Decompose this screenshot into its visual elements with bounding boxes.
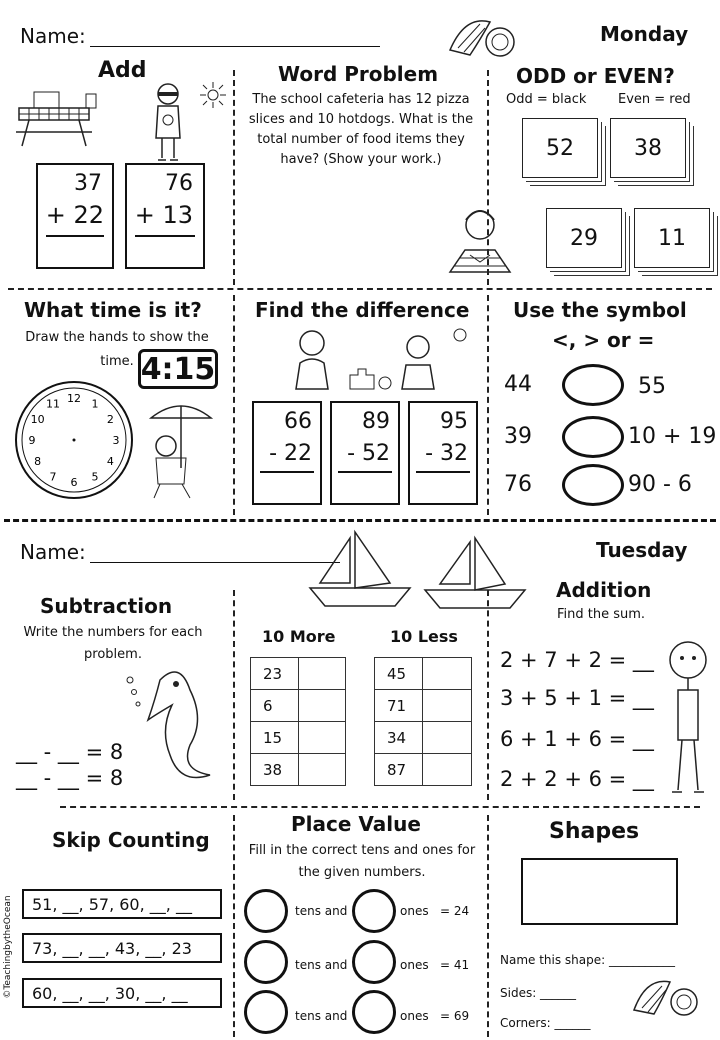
ones-circle[interactable]	[352, 889, 396, 933]
difference-top-number: 66	[284, 409, 312, 434]
addition-equation[interactable]: 3 + 5 + 1 = __	[500, 686, 654, 710]
shapes-title: Shapes	[549, 819, 640, 844]
table-row	[251, 690, 346, 722]
name-label: Name:	[20, 24, 86, 48]
even-key: Even = red	[618, 92, 691, 107]
clock-number: 6	[70, 476, 78, 489]
clock-number: 5	[91, 470, 99, 484]
compare-right: 55	[638, 374, 666, 399]
answer-cell[interactable]	[299, 722, 346, 754]
day-title: Monday	[600, 22, 689, 46]
addition-equation[interactable]: 6 + 1 + 6 = __	[500, 727, 654, 751]
add-title: Add	[98, 58, 147, 83]
page-separator	[4, 519, 716, 522]
given-number: = 24	[440, 904, 470, 918]
answer-cell[interactable]	[423, 690, 472, 722]
day-title: Tuesday	[596, 538, 688, 562]
add-top-number: 37	[74, 171, 102, 196]
divider	[233, 590, 235, 800]
ten-less-table	[374, 657, 472, 786]
sailboats-icon	[300, 528, 540, 612]
sun-icon	[198, 80, 228, 110]
kids-sandcastle-icon	[290, 325, 480, 397]
skip-counting-row[interactable]: 51, __, 57, 60, __, __	[22, 889, 222, 919]
divider	[60, 806, 700, 808]
answer-cell[interactable]	[423, 658, 472, 690]
table-row	[375, 658, 472, 690]
clock-number: 4	[106, 455, 114, 468]
time-instructions: Draw the hands to show the time.	[25, 330, 209, 369]
answer-cell[interactable]	[299, 658, 346, 690]
table-row	[251, 754, 346, 786]
boy-icon	[660, 630, 714, 800]
symbol-title: Use the symbol	[513, 298, 687, 322]
compare-oval[interactable]	[562, 464, 624, 506]
girl-icon	[148, 80, 188, 166]
divider	[487, 815, 489, 1037]
difference-problem-box[interactable]	[252, 401, 322, 505]
rectangle-shape	[521, 858, 678, 925]
tens-label: tens and	[295, 1009, 348, 1023]
clock-number: 3	[112, 434, 120, 447]
corners-prompt[interactable]: Corners: ______	[500, 1016, 591, 1030]
difference-bottom-number: - 22	[269, 441, 312, 466]
difference-problem-box[interactable]	[330, 401, 400, 505]
ones-label: ones	[400, 958, 429, 972]
table-cell: 34	[375, 722, 423, 754]
shape-name-prompt[interactable]: Name this shape: ___________	[500, 953, 675, 967]
add-problem-box[interactable]	[125, 163, 205, 269]
tens-circle[interactable]	[244, 940, 288, 984]
divider	[233, 815, 235, 1037]
clock-number: 11	[46, 397, 60, 411]
skip-counting-row[interactable]: 60, __, __, 30, __, __	[22, 978, 222, 1008]
divider	[8, 288, 712, 290]
compare-oval[interactable]	[562, 416, 624, 458]
word-problem-text: The school cafeteria has 12 pizza slices and 10 hotdogs. What is the total number of food items they have? (Show your work.)	[248, 92, 474, 167]
number-card[interactable]: 11	[634, 208, 710, 268]
name-line[interactable]	[90, 46, 380, 47]
ten-more-table	[250, 657, 346, 786]
difference-top-number: 89	[362, 409, 390, 434]
compare-oval[interactable]	[562, 364, 624, 406]
table-cell: 6	[251, 690, 299, 722]
number-card[interactable]: 29	[546, 208, 622, 268]
table-cell: 23	[251, 658, 299, 690]
clock-number: 7	[49, 470, 57, 484]
clock-number: 10	[30, 413, 45, 426]
place-value-instructions: Fill in the correct tens and ones for the given numbers.	[248, 843, 476, 880]
analog-clock[interactable]	[12, 378, 136, 502]
compare-left: 39	[504, 424, 532, 449]
reading-boy-icon	[440, 200, 520, 280]
divider	[487, 590, 489, 800]
seahorse-icon	[120, 660, 230, 790]
table-row	[251, 722, 346, 754]
ten-more-title: 10 More	[262, 627, 336, 646]
table-cell: 71	[375, 690, 423, 722]
subtraction-title: Subtraction	[40, 594, 173, 618]
add-top-number: 76	[165, 171, 193, 196]
answer-line	[260, 471, 314, 473]
compare-right: 10 + 19	[628, 424, 717, 449]
subtraction-equation[interactable]: __ - __ = 8	[16, 740, 124, 764]
answer-cell[interactable]	[423, 722, 472, 754]
answer-line	[416, 471, 470, 473]
subtraction-instructions: Write the numbers for each problem.	[23, 625, 203, 662]
place-value-title: Place Value	[291, 812, 421, 836]
table-row	[375, 754, 472, 786]
ones-label: ones	[400, 904, 429, 918]
tens-label: tens and	[295, 904, 348, 918]
difference-bottom-number: - 32	[425, 441, 468, 466]
word-problem-title: Word Problem	[278, 62, 439, 86]
answer-cell[interactable]	[299, 690, 346, 722]
given-number: = 41	[440, 958, 470, 972]
divider	[487, 295, 489, 515]
tens-circle[interactable]	[244, 990, 288, 1034]
ones-circle[interactable]	[352, 990, 396, 1034]
clock-number: 2	[106, 413, 114, 426]
divider	[233, 70, 235, 285]
add-bottom-number: + 13	[134, 201, 193, 229]
answer-line	[46, 235, 104, 237]
answer-line	[338, 471, 392, 473]
ones-label: ones	[400, 1009, 429, 1023]
ones-circle[interactable]	[352, 940, 396, 984]
compare-left: 76	[504, 472, 532, 497]
compare-right: 90 - 6	[628, 472, 692, 497]
table-cell: 45	[375, 658, 423, 690]
add-bottom-number: + 22	[45, 201, 104, 229]
clock-number: 12	[67, 392, 81, 405]
tens-circle[interactable]	[244, 889, 288, 933]
number-card[interactable]: 52	[522, 118, 598, 178]
tens-label: tens and	[295, 958, 348, 972]
beach-umbrella-icon	[146, 398, 216, 502]
addition-equation[interactable]: 2 + 7 + 2 = __	[500, 648, 654, 672]
difference-title: Find the difference	[255, 298, 470, 322]
addition-title: Addition	[556, 578, 652, 602]
difference-bottom-number: - 52	[347, 441, 390, 466]
odd-even-title: ODD or EVEN?	[516, 64, 675, 88]
table-row	[251, 658, 346, 690]
addition-equation[interactable]: 2 + 2 + 6 = __	[500, 767, 654, 791]
picnic-table-icon	[14, 88, 104, 148]
add-problem-box[interactable]	[36, 163, 114, 269]
time-title: What time is it?	[24, 298, 202, 322]
answer-line	[135, 235, 195, 237]
difference-top-number: 95	[440, 409, 468, 434]
skip-counting-title: Skip Counting	[52, 828, 210, 852]
table-cell: 38	[251, 754, 299, 786]
clock-number: 1	[91, 397, 99, 411]
symbol-options: <, > or =	[552, 328, 655, 352]
addition-instructions: Find the sum.	[557, 607, 646, 622]
odd-key: Odd = black	[506, 92, 587, 107]
ten-less-title: 10 Less	[390, 627, 458, 646]
name-label: Name:	[20, 540, 86, 564]
table-cell: 15	[251, 722, 299, 754]
shell-icon	[440, 10, 520, 65]
clock-number: 8	[34, 455, 42, 468]
clock-number: 9	[28, 434, 36, 447]
copyright: ©TeachingbytheOcean	[3, 895, 13, 999]
subtraction-equation[interactable]: __ - __ = 8	[16, 766, 124, 790]
table-cell: 87	[375, 754, 423, 786]
answer-cell[interactable]	[423, 754, 472, 786]
given-number: = 69	[440, 1009, 470, 1023]
answer-cell[interactable]	[299, 754, 346, 786]
skip-counting-row[interactable]: 73, __, __, 43, __, 23	[22, 933, 222, 963]
sides-prompt[interactable]: Sides: ______	[500, 986, 577, 1000]
shell-icon	[626, 972, 706, 1022]
difference-problem-box[interactable]	[408, 401, 478, 505]
digital-clock: 4:15	[138, 349, 218, 389]
divider	[233, 295, 235, 515]
number-card[interactable]: 38	[610, 118, 686, 178]
compare-left: 44	[504, 372, 532, 397]
table-row	[375, 722, 472, 754]
table-row	[375, 690, 472, 722]
